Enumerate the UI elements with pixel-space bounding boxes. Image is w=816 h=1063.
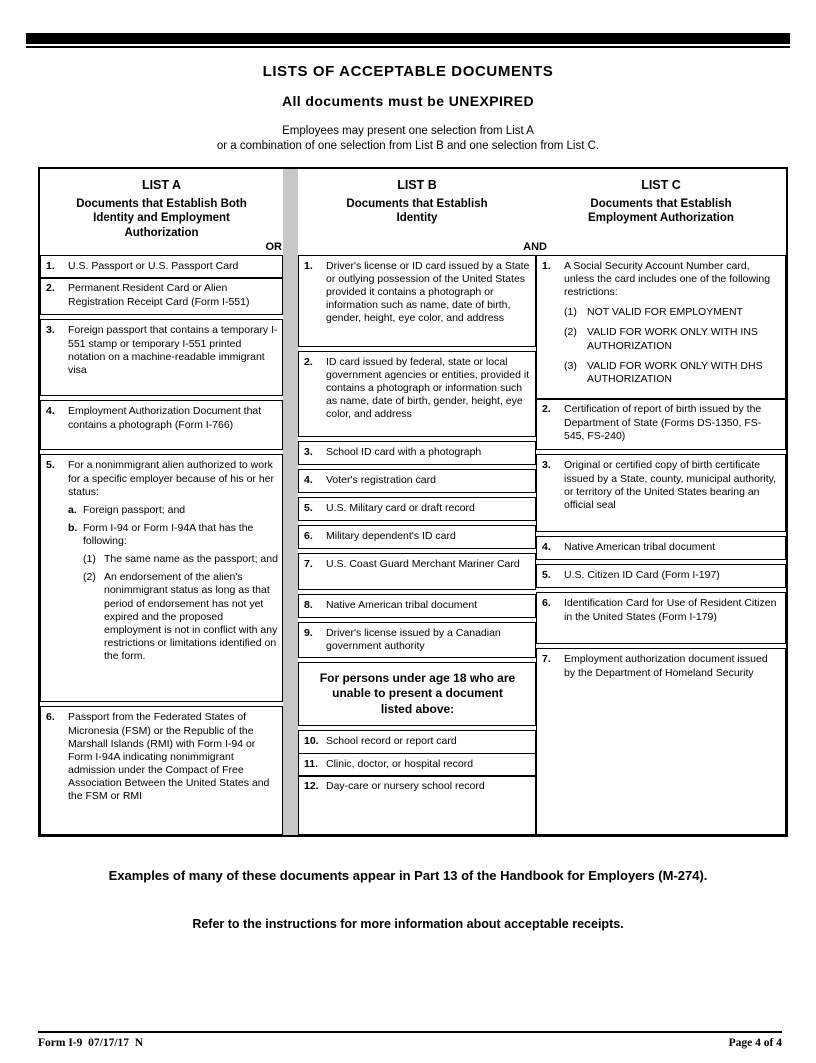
subitem-number: (1) [83,553,96,566]
list-c-item-2 [536,398,786,450]
page-subtitle: All documents must be UNEXPIRED [282,93,534,109]
intro-line-1: Employees may present one selection from List A [282,125,534,137]
list-b-title: LIST B [397,177,437,192]
list-c-column [536,169,786,835]
item-number: 6. [46,711,55,724]
item-text: U.S. Citizen ID Card (Form I-197) [564,569,720,582]
page-title: LISTS OF ACCEPTABLE DOCUMENTS [262,63,554,80]
item-number: 4. [304,473,313,486]
item-text: Clinic, doctor, or hospital record [326,757,474,770]
list-b-item-3 [298,441,536,465]
item-text: U.S. Coast Guard Merchant Mariner Card [326,557,520,570]
item-number: 1. [542,259,551,272]
list-b-item-11 [298,753,536,777]
page-number-label: Page 4 of 4 [728,1037,782,1049]
list-a-item-1 [40,255,283,279]
list-c-item-5 [536,564,786,588]
restriction-number: (2) [564,326,577,339]
list-b-item-4 [298,469,536,493]
subitem-text: Foreign passport; and [83,503,186,516]
item-number: 6. [304,529,313,542]
list-b-item-8 [298,594,536,618]
list-a-subtitle: Documents that Establish Both Identity and Employment Authorization [76,197,247,239]
list-b-item-2 [298,351,536,437]
or-connector: OR [265,240,282,253]
list-b-minors-header [298,662,536,726]
item-text: Employment Authorization Document that contains a photograph (Form I-766) [68,405,262,431]
item-number: 12. [304,780,319,793]
minors-header-text: For persons under age 18 who are unable to present a document listed above: [319,670,516,716]
item-number: 10. [304,735,319,748]
list-b-item-12 [298,775,536,835]
item-number: 2. [542,403,551,416]
list-c-items [536,255,786,835]
page-footer [38,1031,782,1049]
top-rule-thin [26,46,790,48]
list-b-column [298,169,547,835]
item-number: 5. [304,501,313,514]
item-number: 1. [46,259,55,272]
item-number: 3. [542,459,551,472]
list-b-items [298,255,536,835]
list-c-item-3 [536,454,786,532]
item-text: Day-care or nursery school record [326,780,485,793]
item-text: Employment authorization document issued by the Department of Homeland Security [564,653,768,679]
examples-note: Examples of many of these documents appear in Part 13 of the Handbook for Employers (M-274). [108,867,708,883]
item-text: Original or certified copy of birth certificate issued by a State, county, municipal authority, or territory of the United States bearing an official seal [564,459,777,511]
item-number: 5. [46,459,55,472]
item-text: For a nonimmigrant alien authorized to work for a specific employer because of his or her status: [68,459,275,498]
list-b-item-9 [298,622,536,658]
list-c-item-4 [536,536,786,560]
list-a-column [40,169,283,835]
footer-rule [38,1031,782,1033]
list-a-item-5 [40,454,283,702]
item-number: 2. [304,355,313,368]
list-b-item-6 [298,525,536,549]
subitem-text: An endorsement of the alien's nonimmigrant status as long as that period of endorsement has not yet expired and the proposed employment is not in conflict with any restrictions or limitations identified on the form. [104,571,278,662]
list-b-header [298,169,547,255]
list-c-item-7 [536,648,786,835]
item-number: 3. [304,445,313,458]
item-text: ID card issued by federal, state or local government agencies or entities, provided it contains a photograph or information such as name, date of birth, gender, height, eye color, and address [326,355,530,421]
subitem-text: The same name as the passport; and [104,553,278,566]
list-a-title: LIST A [141,177,182,192]
restriction-text: VALID FOR WORK ONLY WITH INS AUTHORIZATION [587,326,758,352]
list-c-title: LIST C [641,177,681,192]
restriction-number: (1) [564,306,577,319]
item-number: 6. [542,597,551,610]
item-number: 11. [304,757,319,770]
item-text: Driver's license or ID card issued by a State or outlying possession of the United States provided it contains a photograph or information such as name, date of birth, gender, height, eye color, and address [326,259,530,325]
item-text: School ID card with a photograph [326,445,482,458]
list-c-header [536,169,786,255]
item-text: Native American tribal document [326,598,478,611]
list-b-item-5 [298,497,536,521]
receipts-note: Refer to the instructions for more information about acceptable receipts. [192,916,624,931]
item-number: 2. [46,282,55,295]
restriction-number: (3) [564,359,577,372]
item-number: 1. [304,259,313,272]
item-text: Certification of report of birth issued by the Department of State (Forms DS-1350, FS-545, FS-240) [564,403,762,442]
item-text: Native American tribal document [564,541,716,554]
item-number: 9. [304,626,313,639]
item-number: 7. [304,557,313,570]
list-b-item-10 [298,730,536,754]
item-text: Military dependent's ID card [326,529,456,542]
list-a-item-6 [40,706,283,835]
or-divider-bar [283,169,298,835]
subitem-letter: b. [68,521,78,534]
item-text: Identification Card for Use of Resident Citizen in the United States (Form I-179) [564,597,777,623]
item-text: Voter's registration card [326,473,436,486]
intro-text [0,124,816,154]
list-c-subtitle: Documents that Establish Employment Authorization [588,197,734,225]
subitem-letter: a. [68,503,77,516]
subitem-text: Form I-94 or Form I-94A that has the following: [83,521,254,547]
item-text: A Social Security Account Number card, unless the card includes one of the following restrictions: [564,259,771,299]
item-text: School record or report card [326,735,457,748]
item-number: 8. [304,598,313,611]
list-a-item-4 [40,400,283,450]
item-text: Permanent Resident Card or Alien Registration Receipt Card (Form I-551) [68,282,250,308]
item-text: Passport from the Federated States of Micronesia (FSM) or the Republic of the Marshall Islands (RMI) with Form I-94 or Form I-94A indicating nonimmigrant admission under the Compact of Free Association Between the United States and the FSM or RMI [68,711,270,803]
form-edition-label: Form I-9 07/17/17 N [38,1037,144,1049]
item-number: 5. [542,569,551,582]
subitem-number: (2) [83,571,96,584]
top-rule [26,33,790,48]
restriction-text: VALID FOR WORK ONLY WITH DHS AUTHORIZATION [587,359,763,385]
item-number: 7. [542,653,551,666]
list-b-item-7 [298,553,536,590]
list-b-item-1 [298,255,536,347]
and-connector: AND [523,240,547,253]
list-c-item-6 [536,592,786,644]
list-a-item-2 [40,277,283,315]
item-text: Foreign passport that contains a temporary I-551 stamp or temporary I-551 printed notation on a machine-readable immigrant visa [68,324,278,376]
list-a-items [40,255,283,835]
item-number: 4. [46,405,55,418]
intro-line-2: or a combination of one selection from List B and one selection from List C. [216,139,600,152]
item-number: 3. [46,324,55,337]
top-rule-thick [26,33,790,44]
list-c-item-1 [536,255,786,400]
documents-table [38,167,788,837]
item-number: 4. [542,541,551,554]
list-a-header [40,169,283,255]
restriction-text: NOT VALID FOR EMPLOYMENT [587,306,743,319]
item-text: Driver's license issued by a Canadian government authority [326,626,501,652]
item-text: U.S. Military card or draft record [326,501,475,514]
list-a-item-3 [40,319,283,396]
list-b-subtitle: Documents that Establish Identity [346,197,488,225]
item-text: U.S. Passport or U.S. Passport Card [68,259,239,272]
